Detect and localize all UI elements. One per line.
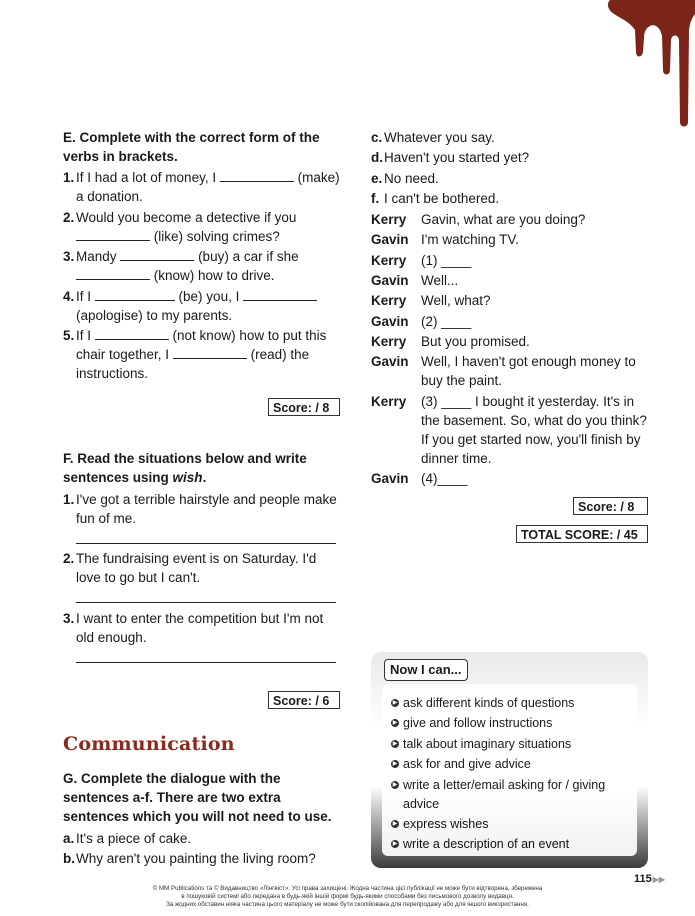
- section-e-score: Score: / 8: [268, 398, 340, 416]
- arrow-bullet-icon: ▶: [392, 820, 398, 827]
- dialogue-line: I'm watching TV.: [421, 232, 519, 247]
- answer-blank[interactable]: [173, 346, 247, 359]
- option-f: f. I can't be bothered.: [371, 191, 500, 206]
- section-f-heading: F. Read the situations below and write sentences using wish.: [63, 451, 307, 485]
- page-number: 115▶▶: [634, 873, 666, 885]
- speaker-name: Kerry: [371, 212, 407, 227]
- section-g-score: Score: / 8: [573, 497, 648, 515]
- dialogue-line: Well, I haven't got enough money to buy the paint.: [421, 354, 636, 388]
- answer-blank[interactable]: [243, 288, 317, 301]
- option-c: c. Whatever you say.: [371, 130, 495, 145]
- exercise-e-item-3: 3. Mandy (buy) a car if she (know) how to drive.: [63, 249, 299, 283]
- speaker-name: Kerry: [371, 394, 407, 409]
- exercise-e-item-4: 4. If I (be) you, I (apologise) to my parents.: [63, 287, 356, 325]
- speaker-name: Kerry: [371, 293, 407, 308]
- answer-line[interactable]: [76, 662, 336, 663]
- option-d: d. Haven't you started yet?: [371, 150, 530, 165]
- section-f-score: Score: / 6: [268, 691, 340, 709]
- arrow-bullet-icon: ▶: [392, 740, 398, 747]
- dialogue-line: But you promised.: [421, 334, 530, 349]
- answer-blank[interactable]: [95, 327, 169, 340]
- dialogue-line: Gavin, what are you doing?: [421, 212, 586, 227]
- paint-drip-decoration: [600, 0, 695, 130]
- fast-forward-icon: ▶▶: [652, 875, 666, 884]
- dialogue-gap-4[interactable]: (4)____: [421, 471, 468, 486]
- dialogue-line: Well, what?: [421, 293, 491, 308]
- speaker-name: Kerry: [371, 253, 407, 268]
- speaker-name: Gavin: [371, 232, 409, 247]
- answer-line[interactable]: [76, 543, 336, 544]
- now-i-can-item: ▶ write a letter/email asking for / giving advice: [392, 778, 606, 811]
- answer-blank[interactable]: [120, 248, 194, 261]
- dialogue-gap-3[interactable]: (3) ____ I bought it yesterday. It's in the basement. So, what do you think? If you get started now, you'll finish by dinner time.: [421, 394, 647, 466]
- copyright-line-2: в пошуковій системі або передана в будь-якій іншій формі будь-якими способами без письмового дозволу видавця.: [181, 893, 514, 900]
- exercise-e-item-2: 2. Would you become a detective if you (like) solving crimes?: [63, 210, 297, 244]
- answer-line[interactable]: [76, 602, 336, 603]
- speaker-name: Gavin: [371, 471, 409, 486]
- speaker-name: Kerry: [371, 334, 407, 349]
- arrow-bullet-icon: ▶: [392, 781, 398, 788]
- option-b: b. Why aren't you painting the living room?: [63, 851, 316, 866]
- communication-title: Communication: [63, 733, 235, 755]
- copyright-line-1: © MM Publications та © Видавництво «Лінгвіст». Усі права захищені. Жодна частина цієї публікації не може бути відтворена, збережена: [152, 885, 543, 892]
- option-e: e. No need.: [371, 171, 439, 186]
- now-i-can-item: ▶ ask for and give advice: [392, 757, 531, 771]
- answer-blank[interactable]: [76, 228, 150, 241]
- speaker-name: Gavin: [371, 273, 409, 288]
- arrow-bullet-icon: ▶: [392, 760, 398, 767]
- exercise-f-item-2: 2. The fundraising event is on Saturday. I'd love to go but I can't.: [63, 551, 317, 585]
- option-a: a. It's a piece of cake.: [63, 831, 192, 846]
- arrow-bullet-icon: ▶: [392, 719, 398, 726]
- exercise-e-item-5: 5. If I (not know) how to put this chair together, I (read) the instructions.: [63, 328, 327, 381]
- now-i-can-item: ▶ write a description of an event: [392, 837, 570, 851]
- arrow-bullet-icon: ▶: [392, 699, 398, 706]
- answer-blank[interactable]: [220, 169, 294, 182]
- now-i-can-item: ▶ ask different kinds of questions: [392, 696, 575, 710]
- dialogue-gap-2[interactable]: (2) ____: [421, 314, 472, 329]
- section-e-heading: E. Complete with the correct form of the verbs in brackets.: [63, 130, 320, 164]
- section-g-heading: G. Complete the dialogue with the sentences a-f. There are two extra sentences which you will not need to use.: [63, 771, 332, 824]
- answer-blank[interactable]: [95, 288, 175, 301]
- copyright-line-3: За жодних обставин ніяка частина цього матеріалу не може бути скопійована для перепродажу або для іншого використання.: [166, 901, 529, 908]
- exercise-f-item-3: 3. I want to enter the competition but I'm not old enough.: [63, 611, 324, 645]
- speaker-name: Gavin: [371, 354, 409, 369]
- arrow-bullet-icon: ▶: [392, 840, 398, 847]
- now-i-can-title: Now I can...: [384, 659, 468, 681]
- now-i-can-item: ▶ express wishes: [392, 817, 489, 831]
- answer-blank[interactable]: [76, 267, 150, 280]
- dialogue-gap-1[interactable]: (1) ____: [421, 253, 472, 268]
- total-score: TOTAL SCORE: / 45: [516, 525, 648, 543]
- dialogue-line: Well...: [421, 273, 459, 288]
- now-i-can-item: ▶ talk about imaginary situations: [392, 737, 572, 751]
- now-i-can-item: ▶ give and follow instructions: [392, 716, 553, 730]
- exercise-f-item-1: 1. I've got a terrible hairstyle and people make fun of me.: [63, 492, 337, 526]
- exercise-e-item-1: 1. If I had a lot of money, I (make) a donation.: [63, 170, 340, 204]
- speaker-name: Gavin: [371, 314, 409, 329]
